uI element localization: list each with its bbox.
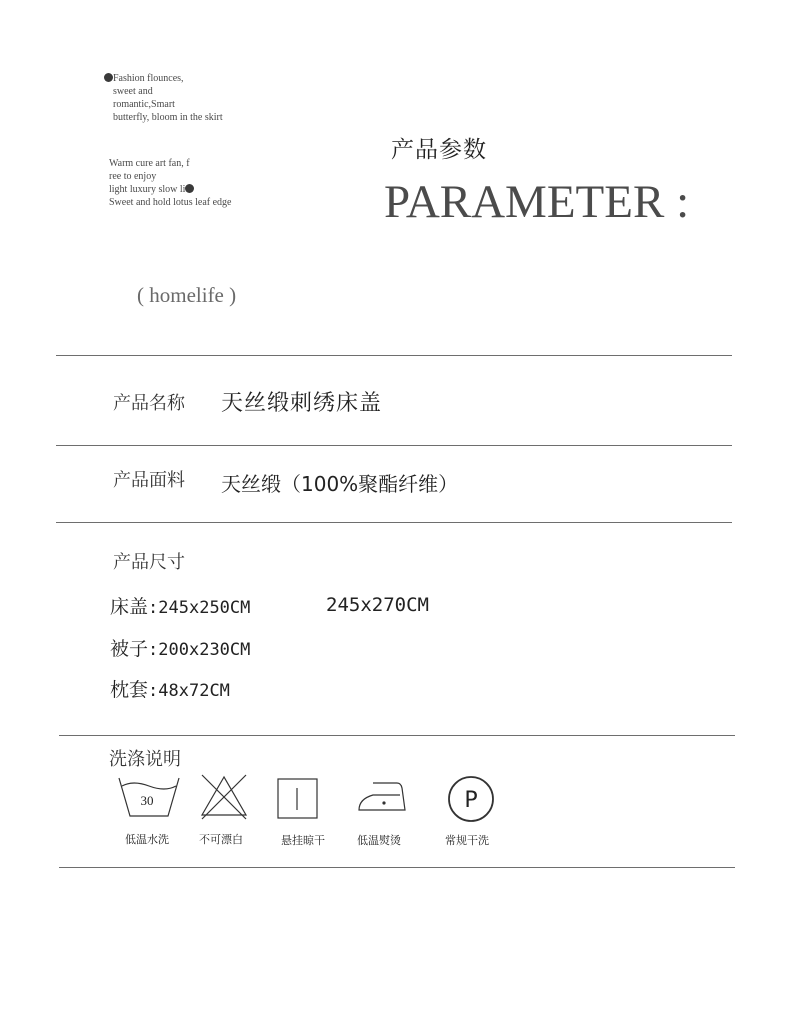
divider [59,735,735,736]
dry-clean-p-icon [446,774,496,824]
size-item-name: 被子 [110,638,149,660]
divider [56,445,732,446]
decor-line: sweet and [113,86,153,97]
care-label: 洗涤说明 [109,749,181,770]
decor-line: light luxury slow li [109,184,186,195]
bullet-dot-icon [104,73,113,82]
decor-line: romantic,Smart [113,99,175,110]
fabric-value: 天丝缎（100%聚酯纤维） [221,472,459,496]
page-title-en: PARAMETER : [384,176,690,228]
bullet-dot-icon [185,184,194,193]
care-item-label: 常规干洗 [445,834,489,847]
product-name-label: 产品名称 [113,393,185,414]
product-name-value: 天丝缎刺绣床盖 [221,391,383,416]
care-item-label: 不可漂白 [199,833,243,846]
divider [56,355,732,356]
dry-clean-letter: P [464,788,478,813]
size-value: 200x230CM [158,640,251,660]
decor-line: butterfly, bloom in the skirt [113,112,223,123]
care-item-label: 低温水洗 [125,833,169,846]
size-value: 48x72CM [158,681,230,701]
decor-line: Fashion flounces, [113,73,184,84]
care-item-label: 低温熨烫 [357,834,401,847]
page-title-cn: 产品参数 [391,137,487,163]
decor-line: Warm cure art fan, f [109,158,190,169]
care-item-label: 悬挂晾干 [281,834,325,847]
size-item-name: 床盖 [110,596,149,618]
no-bleach-icon [198,773,250,821]
divider [59,867,735,868]
size-sep: : [148,598,159,618]
size-label: 产品尺寸 [113,552,185,573]
size-row-bedspread [110,592,250,619]
hang-dry-icon [277,778,319,820]
divider [56,522,732,523]
size-row-quilt [110,634,250,661]
decor-text-block-1 [104,72,223,124]
size-value-alt: 245x270CM [326,594,429,616]
decor-line: ree to enjoy [109,171,157,182]
wash-temp-text: 30 [140,793,154,808]
size-sep: : [148,640,159,660]
size-sep: : [148,681,159,701]
size-item-name: 枕套 [110,679,149,701]
size-value: 245x250CM [158,598,251,618]
wash-30-icon [116,776,182,822]
size-row-pillowcase [110,675,230,702]
decor-text-block-2 [109,157,231,209]
brand-name: ( homelife ) [137,283,237,307]
low-iron-icon [357,780,409,814]
fabric-label: 产品面料 [113,470,185,491]
decor-line: Sweet and hold lotus leaf edge [109,197,232,208]
